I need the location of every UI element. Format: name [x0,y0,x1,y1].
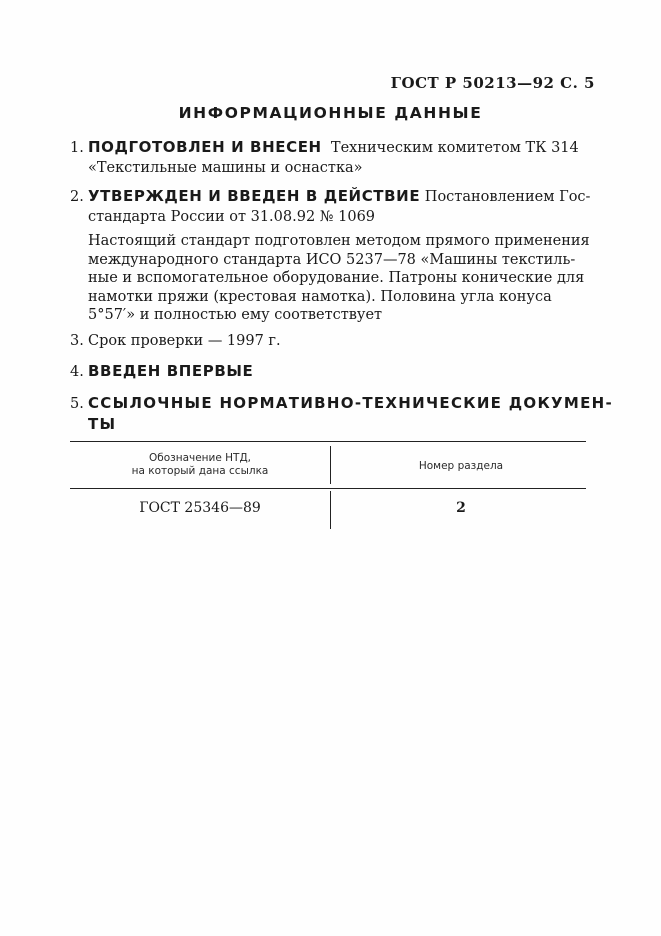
table-header-section: Номер раздела [418,460,504,472]
paragraph-line-3: ные и вспомогательное оборудование. Патроны конические для [88,270,585,286]
item-3-number: 3. [70,333,84,349]
item-2-text-line2: стандарта России от 31.08.92 № 1069 [88,209,376,225]
item-3-text: Срок проверки — 1997 г. [88,333,281,349]
item-1-text-line2: «Текстильные машины и оснастка» [88,160,363,176]
item-5-number: 5. [70,396,84,412]
paragraph-line-2: международного стандарта ИСО 5237—78 «Машины текстиль- [88,251,576,268]
document-reference: ГОСТ Р 50213—92 С. 5 [390,74,595,92]
table-header-designation-line2: на который дана ссылка [131,465,269,477]
item-1-number: 1. [70,140,84,156]
table-row-1-section: 2 [456,500,466,516]
table-top-rule [70,441,586,442]
item-2 [70,186,590,227]
table-column-divider-body [330,491,331,529]
item-2-heading: УТВЕРЖДЕН И ВВЕДЕН В ДЕЙСТВИЕ [88,187,421,205]
item-1 [70,137,590,178]
item-1-heading: ПОДГОТОВЛЕН И ВНЕСЕН [88,138,322,156]
paragraph-line-1: Настоящий стандарт подготовлен методом прямого применения [88,233,590,249]
paragraph-line-4: намотки пряжи (крестовая намотка). Половина угла конуса [88,288,552,305]
item-4-heading: ВВЕДЕН ВПЕРВЫЕ [88,362,254,380]
item-2-number: 2. [70,189,84,205]
item-3 [70,331,590,351]
table-header-designation [80,452,320,478]
table-column-divider-header [330,446,331,484]
item-5-heading: ССЫЛОЧНЫЕ НОРМАТИВНО-ТЕХНИЧЕСКИЕ ДОКУМЕН- [88,394,614,412]
standard-description [88,232,590,325]
item-5-heading-line2: ТЫ [88,415,117,433]
table-row-1-designation: ГОСТ 25346—89 [139,500,261,516]
item-1-text: Техническим комитетом ТК 314 [330,140,579,156]
item-4-number: 4. [70,364,84,380]
item-2-text: Постановлением Гос- [424,189,591,205]
item-5 [70,393,614,434]
page-title: ИНФОРМАЦИОННЫЕ ДАННЫЕ [178,104,483,122]
table-header-designation-line1: Обозначение НТД, [148,452,252,464]
paragraph-line-5: 5°57′» и полностью ему соответствует [88,307,383,323]
item-4 [70,361,590,382]
table-header-rule [70,488,586,489]
